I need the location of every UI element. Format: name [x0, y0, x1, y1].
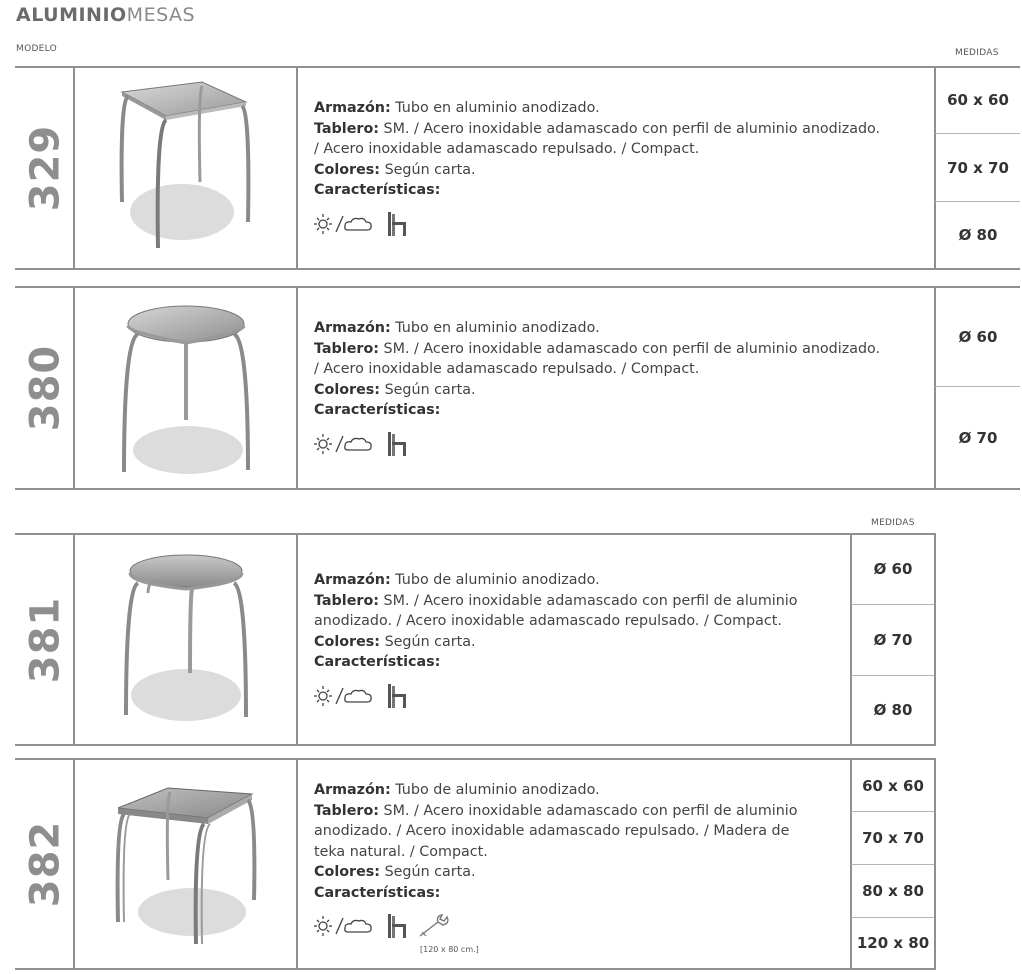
size-option: 60 x 60 [947, 91, 1009, 109]
size-option: 80 x 80 [862, 882, 924, 900]
category: MESAS [126, 4, 196, 26]
model-number: 382 [22, 820, 68, 908]
size-option: Ø 80 [958, 226, 998, 244]
model-number: 380 [22, 344, 68, 432]
description: Armazón: Tubo en aluminio anodizado. Tablero: SM. / Acero inoxidable adamascado con perfil de aluminio anodizado. / Acero inoxidable adamascado repulsado. / Compact. Colores: Según carta. Características: [314, 320, 881, 418]
page-title [16, 4, 195, 26]
size-option: 70 x 70 [862, 829, 924, 847]
extension-note: [120 x 80 cm.] [420, 945, 479, 954]
description: Armazón: Tubo de aluminio anodizado. Tablero: SM. / Acero inoxidable adamascado con perfil de aluminio anodizado. / Acero inoxidable adamascado repulsado. / Madera de teka natural. / Compact. Colores: Según carta. Características: [314, 782, 798, 901]
stackable-chair-icon [386, 912, 408, 940]
table-photo [110, 545, 260, 735]
size-option: 120 x 80 [856, 934, 930, 952]
size-option: Ø 80 [873, 701, 913, 719]
stackable-chair-icon [386, 210, 408, 238]
model-number: 329 [22, 124, 68, 212]
brand: ALUMINIO [16, 4, 127, 26]
size-option: Ø 60 [958, 328, 998, 346]
stackable-chair-icon [386, 430, 408, 458]
features-icons [314, 912, 454, 940]
description: Armazón: Tubo en aluminio anodizado. Tablero: SM. / Acero inoxidable adamascado con perfil de aluminio anodizado. / Acero inoxidable adamascado repulsado. / Compact. Colores: Según carta. Características: [314, 100, 881, 198]
table-photo [110, 292, 270, 482]
sun-cloud-icon [314, 914, 378, 938]
size-option: 60 x 60 [862, 776, 924, 795]
size-option: Ø 70 [958, 428, 998, 447]
sun-cloud-icon [314, 212, 378, 236]
features-icons [314, 210, 408, 238]
wrench-icon [416, 912, 454, 940]
description: Armazón: Tubo de aluminio anodizado. Tablero: SM. / Acero inoxidable adamascado con perfil de aluminio anodizado. / Acero inoxidable adamascado repulsado. / Compact. Colores: Según carta. Características: [314, 572, 798, 670]
medidas-label: MEDIDAS [955, 48, 999, 58]
sun-cloud-icon [314, 432, 378, 456]
model-number: 381 [22, 596, 68, 683]
size-option: Ø 60 [873, 560, 913, 578]
size-option: 70 x 70 [947, 158, 1009, 177]
size-option: Ø 70 [873, 631, 913, 649]
modelo-label: MODELO [16, 44, 58, 54]
table-photo [108, 772, 268, 952]
stackable-chair-icon [386, 682, 408, 710]
table-photo [100, 72, 270, 262]
sun-cloud-icon [314, 684, 378, 708]
medidas-label: MEDIDAS [871, 518, 915, 528]
features-icons [314, 430, 408, 458]
features-icons [314, 682, 408, 710]
